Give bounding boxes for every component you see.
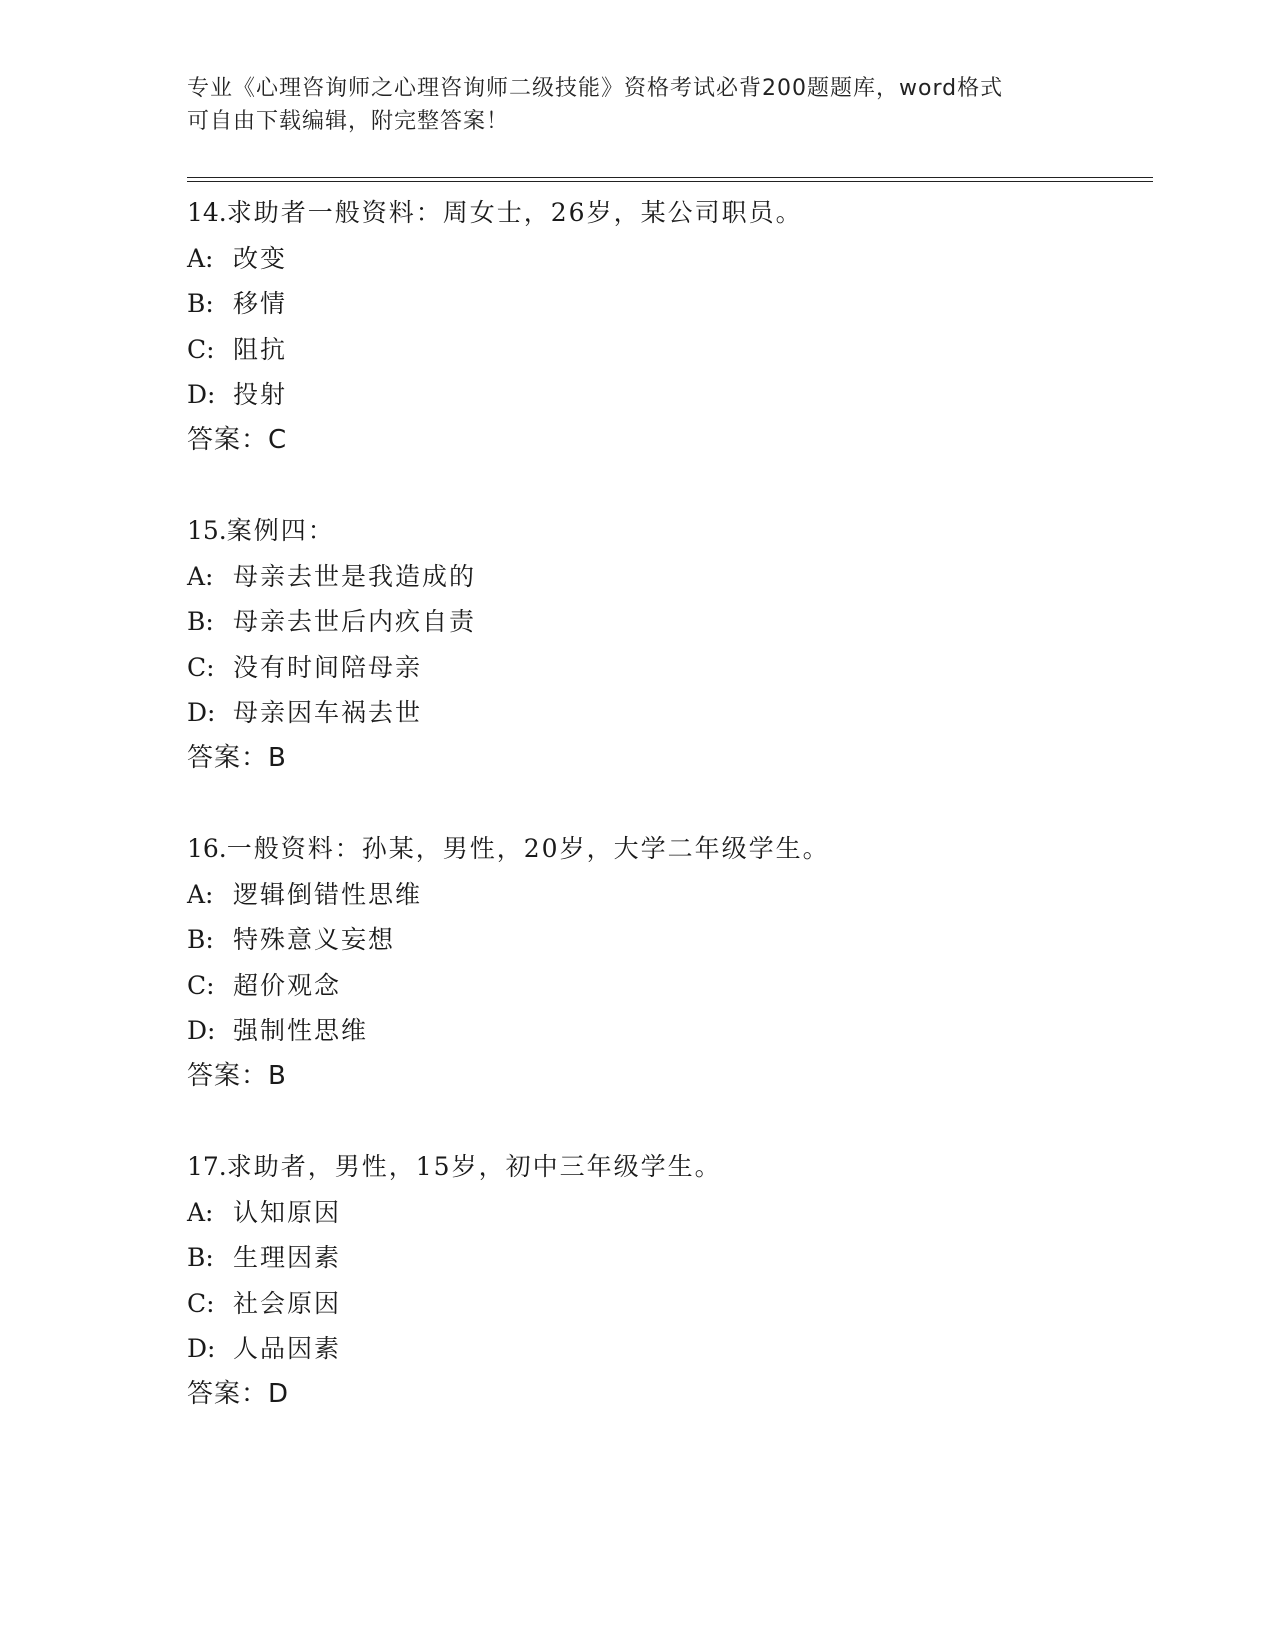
option-b: [187, 281, 1147, 327]
option-text: 生理因素: [233, 1243, 342, 1272]
question-number: 16.: [187, 834, 227, 863]
answer-line: 答案：D: [187, 1378, 290, 1409]
option-b: [187, 599, 1147, 645]
option-text: 母亲去世是我造成的: [233, 561, 477, 591]
option-a: [187, 1190, 1147, 1236]
option-text: 逻辑倒错性思维: [233, 879, 423, 909]
option-text: 母亲因车祸去世: [233, 698, 423, 727]
question-14: [187, 190, 1147, 463]
option-text: 强制性思维: [233, 1016, 369, 1045]
option-a: [187, 236, 1147, 282]
option-text: 人品因素: [233, 1334, 342, 1363]
option-letter: B:: [187, 289, 214, 318]
question-stem: [187, 190, 1147, 236]
header-divider-bottom: [187, 181, 1153, 182]
question-text: 求助者一般资料：周女士，26岁，某公司职员。: [226, 198, 803, 227]
option-c: [187, 1281, 1147, 1327]
answer-line: 答案：C: [187, 424, 288, 455]
option-a: [187, 872, 1147, 918]
option-c: [187, 645, 1147, 691]
option-letter: C:: [187, 652, 215, 682]
option-letter: A:: [187, 1197, 214, 1227]
header-divider-top: [187, 177, 1153, 178]
option-d: [187, 690, 1147, 736]
option-c: [187, 963, 1147, 1009]
header-line-2: 可自由下载编辑，附完整答案！: [187, 109, 510, 134]
option-letter: C:: [187, 970, 215, 1000]
option-letter: D:: [187, 1016, 216, 1045]
option-d: [187, 1326, 1147, 1372]
question-stem: [187, 1144, 1147, 1190]
option-letter: A:: [187, 243, 214, 273]
question-16: [187, 826, 1147, 1099]
option-letter: B:: [187, 1243, 214, 1272]
question-number: 17.: [187, 1152, 227, 1181]
option-text: 投射: [233, 380, 288, 409]
option-letter: C:: [187, 1288, 215, 1318]
option-letter: D:: [187, 1334, 216, 1363]
question-stem: [187, 826, 1147, 872]
question-17: [187, 1144, 1147, 1417]
option-letter: B:: [187, 925, 214, 954]
question-text: 案例四：: [226, 516, 335, 545]
question-text: 一般资料：孙某，男性，20岁，大学二年级学生。: [226, 834, 830, 863]
option-letter: A:: [187, 561, 214, 591]
option-d: [187, 372, 1147, 418]
option-c: [187, 327, 1147, 373]
option-letter: B:: [187, 607, 214, 636]
answer-line: 答案：B: [187, 742, 287, 773]
document-header: [187, 72, 1087, 138]
option-text: 改变: [233, 243, 288, 273]
question-stem: [187, 508, 1147, 554]
question-15: [187, 508, 1147, 781]
option-text: 阻抗: [233, 334, 288, 364]
option-text: 社会原因: [233, 1288, 342, 1318]
option-letter: C:: [187, 334, 215, 364]
answer-line: 答案：B: [187, 1060, 287, 1091]
option-text: 没有时间陪母亲: [233, 652, 423, 682]
header-line-1: 专业《心理咨询师之心理咨询师二级技能》资格考试必背200题题库，word格式: [187, 76, 1004, 101]
option-b: [187, 1235, 1147, 1281]
option-text: 超价观念: [233, 970, 342, 1000]
option-text: 认知原因: [233, 1197, 342, 1227]
question-number: 15.: [187, 516, 227, 545]
question-number: 14.: [187, 198, 227, 227]
option-text: 移情: [233, 289, 288, 318]
option-letter: A:: [187, 879, 214, 909]
option-letter: D:: [187, 380, 216, 409]
question-text: 求助者，男性，15岁，初中三年级学生。: [226, 1152, 722, 1181]
option-text: 特殊意义妄想: [233, 925, 396, 954]
option-d: [187, 1008, 1147, 1054]
option-text: 母亲去世后内疚自责: [233, 607, 477, 636]
option-letter: D:: [187, 698, 216, 727]
option-b: [187, 917, 1147, 963]
option-a: [187, 554, 1147, 600]
